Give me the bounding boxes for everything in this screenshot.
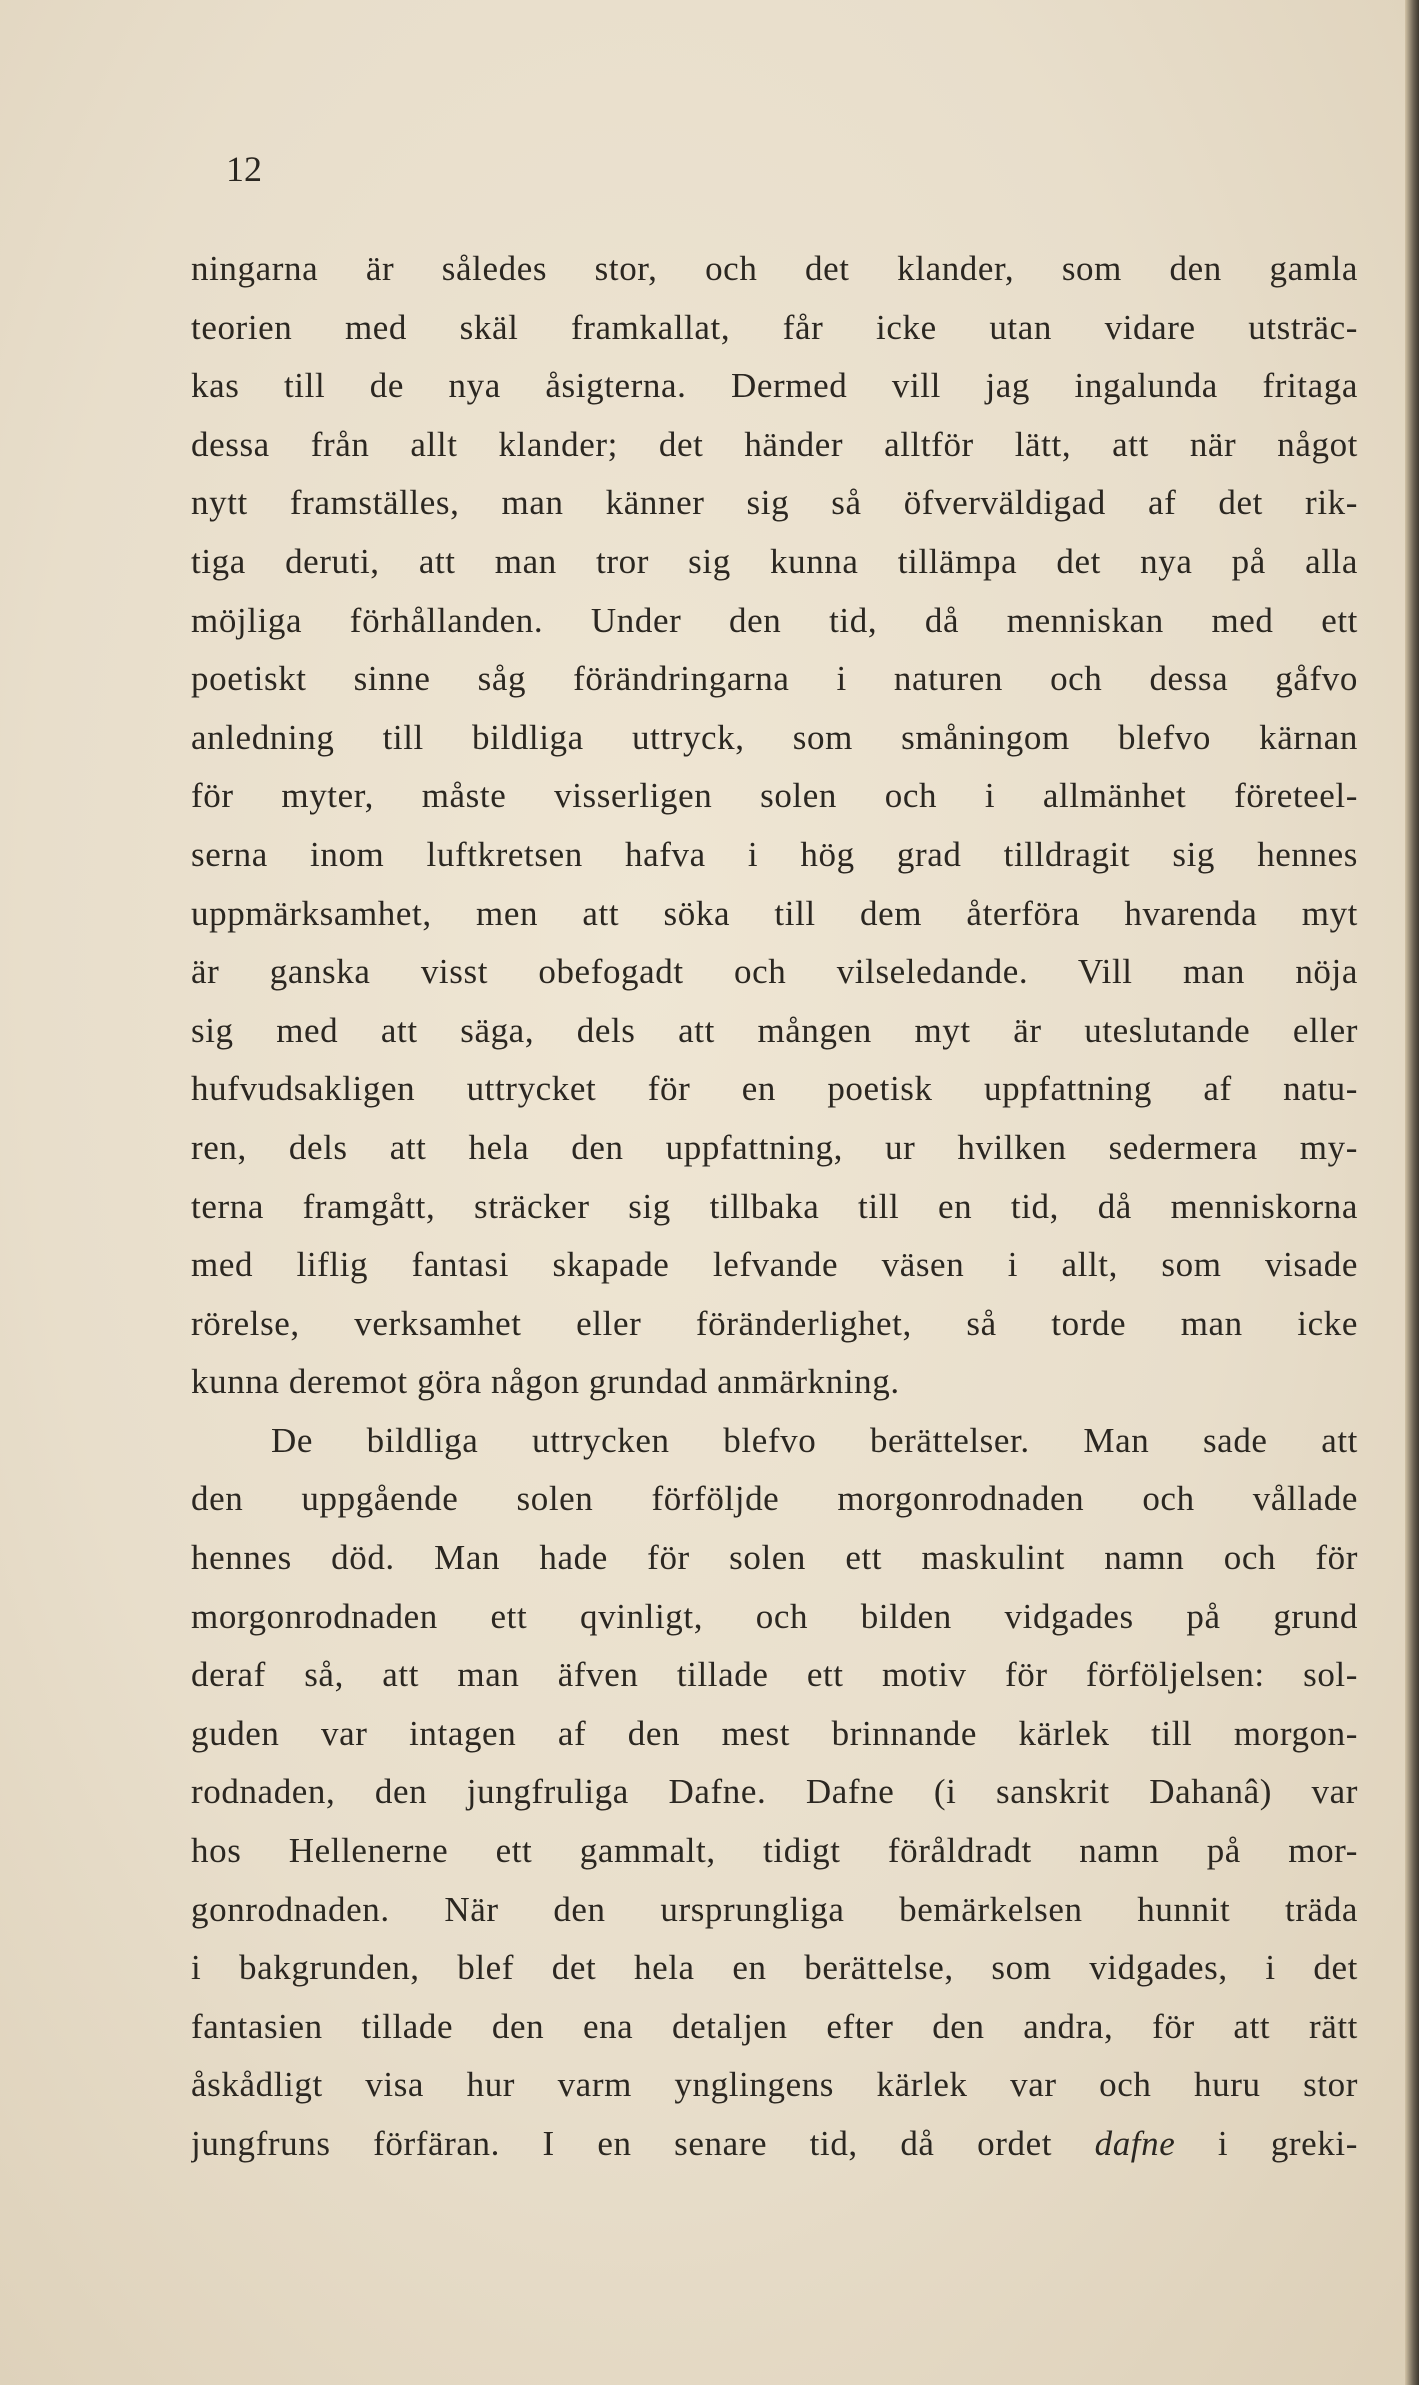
text-line: dessa från allt klander; det händer alltför lätt, att när något [191, 424, 1358, 464]
text-line: teorien med skäl framkallat, får icke utan vidare utsträc- [191, 307, 1358, 347]
text-line: rodnaden, den jungfruliga Dafne. Dafne (i sanskrit Dahanâ) var [191, 1772, 1358, 1812]
text-line: morgonrodnaden ett qvinligt, och bilden vidgades på grund [191, 1596, 1358, 1636]
paragraph-end-line: kunna deremot göra någon grundad anmärkning. [191, 1362, 900, 1402]
text-line: uppmärksamhet, men att söka till dem återföra hvarenda myt [191, 893, 1358, 933]
text-line: kas till de nya åsigterna. Dermed vill jag ingalunda fritaga [191, 366, 1358, 406]
text-line: sig med att säga, dels att mången myt är uteslutande eller [191, 1010, 1358, 1050]
text-line: åskådligt visa hur varm ynglingens kärlek var och huru stor [191, 2065, 1358, 2105]
text-line-final [191, 2115, 1358, 2174]
text-line: är ganska visst obefogadt och vilseledande. Vill man nöja [191, 952, 1358, 992]
text-line: ningarna är således stor, och det klander, som den gamla [191, 249, 1358, 288]
text-line: möjliga förhållanden. Under den tid, då menniskan med ett [191, 600, 1358, 640]
text-line: poetiskt sinne såg förändringarna i naturen och dessa gåfvo [191, 659, 1358, 699]
text-line: ren, dels att hela den uppfattning, ur hvilken sedermera my- [191, 1127, 1358, 1167]
text-line: tiga deruti, att man tror sig kunna tillämpa det nya på alla [191, 541, 1358, 581]
text-line: terna framgått, sträcker sig tillbaka till en tid, då menniskorna [191, 1186, 1358, 1226]
text-line: i bakgrunden, blef det hela en berättelse, som vidgades, i det [191, 1948, 1358, 1988]
paragraph-start-line: De bildliga uttrycken blefvo berättelser. Man sade att [271, 1420, 1358, 1460]
text-line: gonrodnaden. När den ursprungliga bemärkelsen hunnit träda [191, 1889, 1358, 1929]
final-line-end: i greki- [1175, 2124, 1358, 2163]
text-line: hufvudsakligen uttrycket för en poetisk uppfattning af natu- [191, 1069, 1358, 1109]
page-edge-shadow [1405, 0, 1419, 2385]
text-line: hennes död. Man hade för solen ett maskulint namn och för [191, 1538, 1358, 1578]
page-number: 12 [226, 149, 262, 189]
text-line: den uppgående solen förföljde morgonrodnaden och vållade [191, 1479, 1358, 1519]
text-line: nytt framställes, man känner sig så öfverväldigad af det rik- [191, 483, 1358, 523]
italic-word: dafne [1094, 2124, 1176, 2163]
text-line: anledning till bildliga uttryck, som småningom blefvo kärnan [191, 717, 1358, 757]
text-line: fantasien tillade den ena detaljen efter den andra, för att rätt [191, 2006, 1358, 2046]
text-line: med liflig fantasi skapade lefvande väsen i allt, som visade [191, 1245, 1358, 1285]
text-line: deraf så, att man äfven tillade ett motiv för förföljelsen: sol- [191, 1655, 1358, 1695]
text-line: serna inom luftkretsen hafva i hög grad tilldragit sig hennes [191, 834, 1358, 874]
final-line-start: jungfruns förfäran. I en senare tid, då ordet [191, 2124, 1095, 2163]
body-text [191, 240, 1358, 2174]
text-line: rörelse, verksamhet eller föränderlighet, så torde man icke [191, 1303, 1358, 1343]
text-line: guden var intagen af den mest brinnande kärlek till morgon- [191, 1713, 1358, 1753]
text-line: för myter, måste visserligen solen och i allmänhet företeel- [191, 776, 1358, 816]
text-line: hos Hellenerne ett gammalt, tidigt föråldradt namn på mor- [191, 1831, 1358, 1871]
